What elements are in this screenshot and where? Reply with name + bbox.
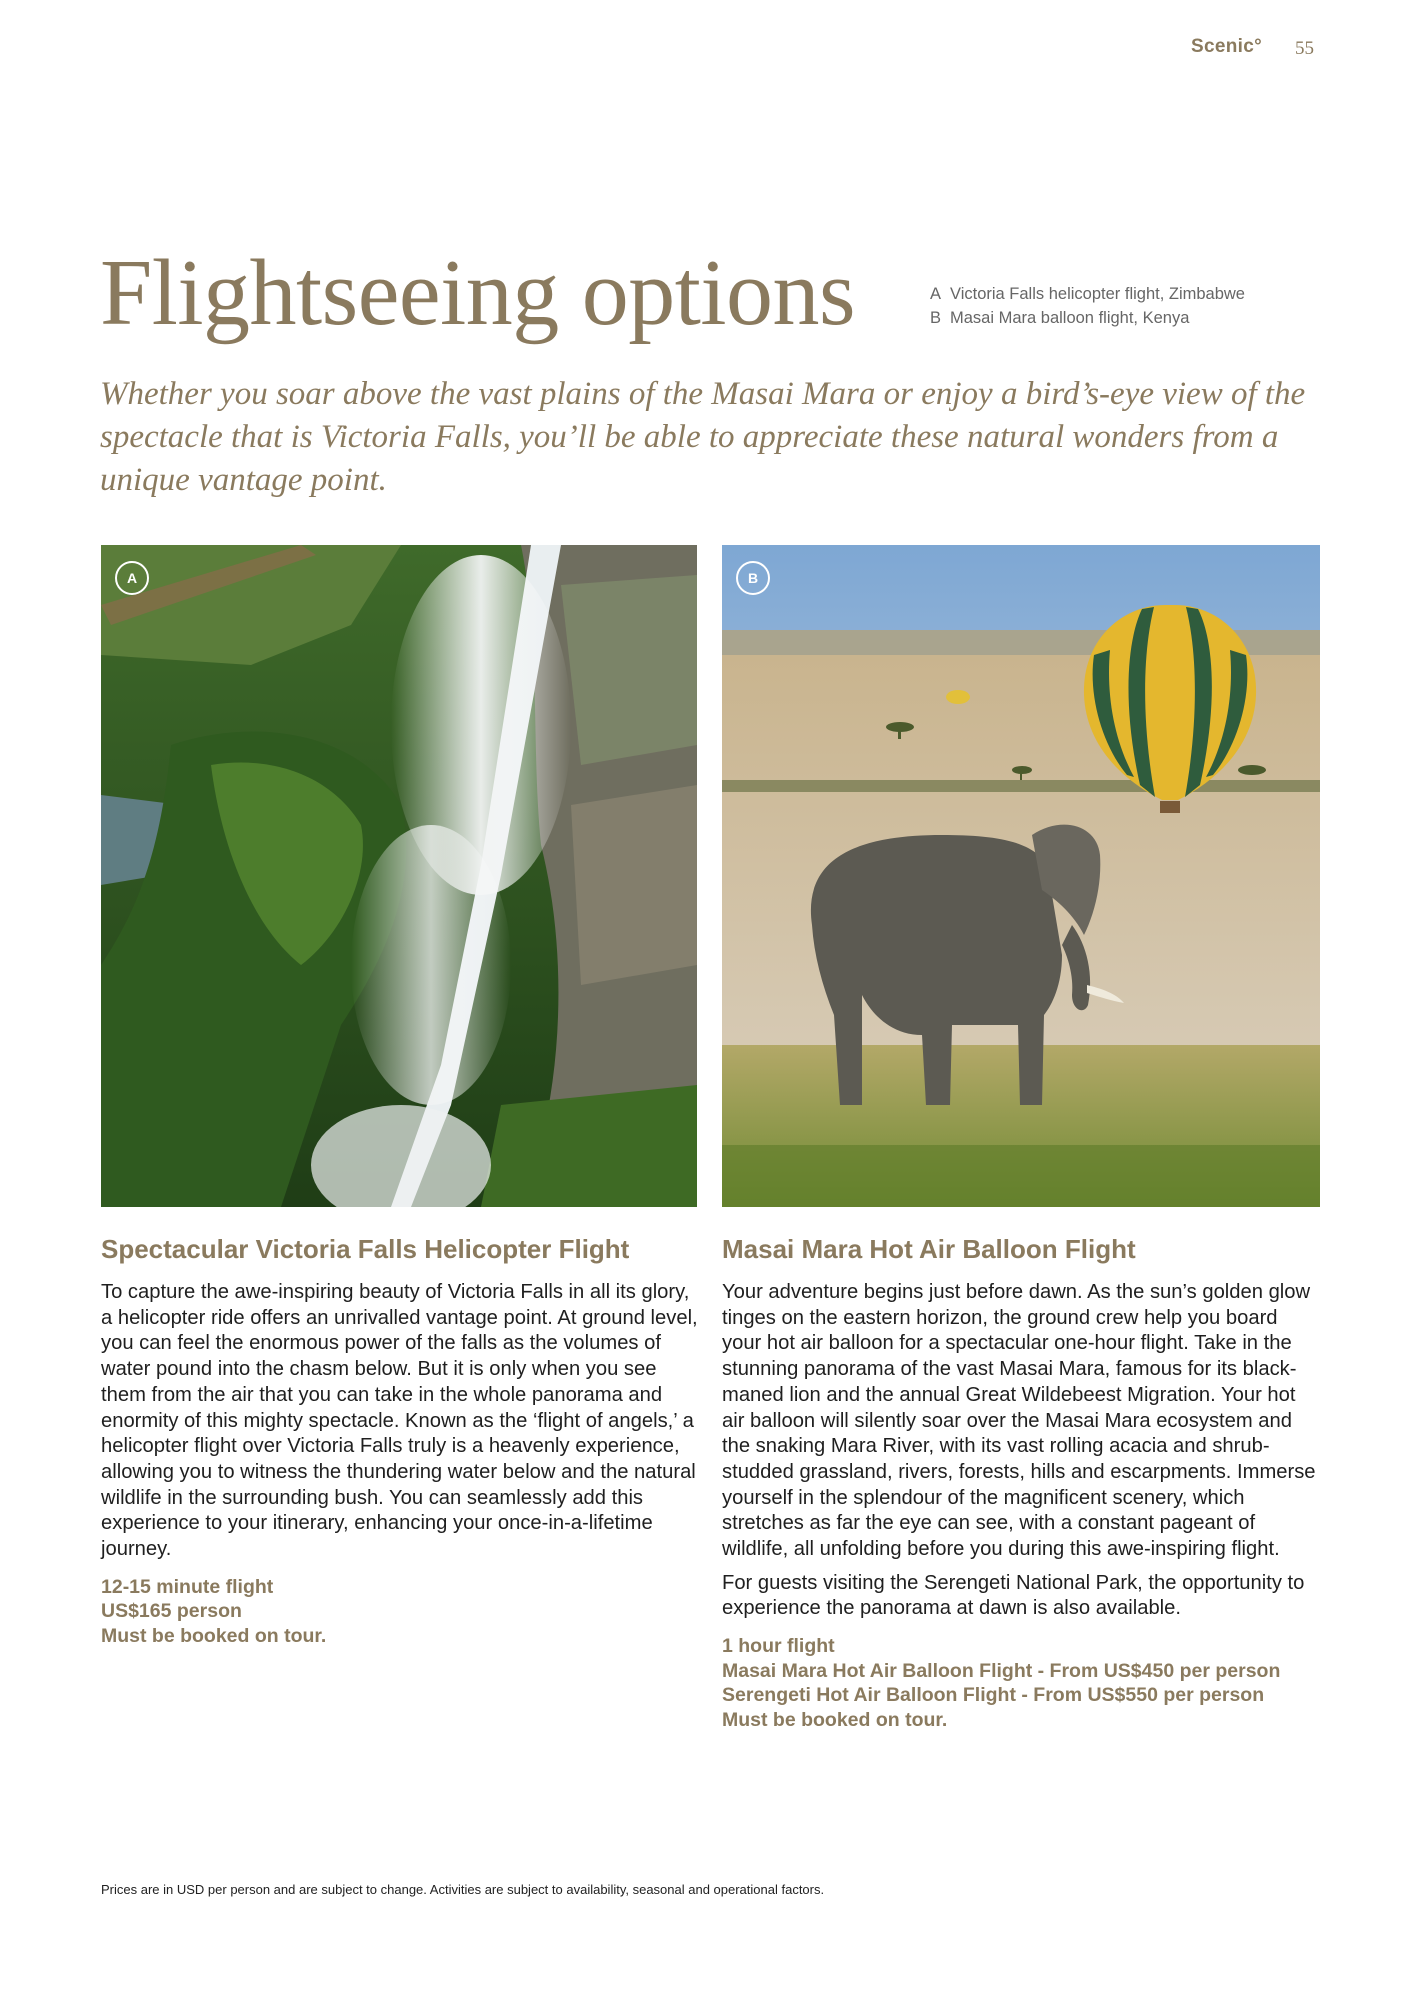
- masai-mara-photo: [722, 545, 1320, 1207]
- masai-body: Your adventure begins just before dawn. As the sun’s golden glow tinges on the eastern horizon, the ground crew help you board your hot air balloon for a spectacular one-hour flight. Take in the stunning panorama of the vast Masai Mara, famous for its black-maned lion and the annual Great Wildebeest Migration. Your hot air balloon will silently soar over the Masai Mara ecosystem and the snaking Mara River, with its vast rolling acacia and shrub-studded grassland, rivers, forests, hills and escarpments. Immerse yourself in the splendour of the magnificent scenery, which stretches as far the eye can see, with a constant pageant of wildlife, all unfolding before you during this awe-inspiring flight.: [722, 1281, 1316, 1561]
- caption-a-text: Victoria Falls helicopter flight, Zimbabwe: [950, 285, 1245, 303]
- price-footnote: Prices are in USD per person and are subject to change. Activities are subject to availability, seasonal and operational factors.: [101, 1882, 825, 1897]
- serengeti-price: Serengeti Hot Air Balloon Flight - From US$550 per person: [722, 1684, 1265, 1707]
- masai-mara-illustration: [722, 545, 1320, 1207]
- victoria-body: To capture the awe-inspiring beauty of Victoria Falls in all its glory, a helicopter ride offers an unrivalled vantage point. At ground level, you can feel the enormous power of the falls as the volumes of water pound into the chasm below. But it is only when you see them from the air that you can take in the whole panorama and enormity of this mighty spectacle. Known as the ‘flight of angels,’ a helicopter flight over Victoria Falls truly is a heavenly experience, allowing you to witness the thundering water below and the natural wildlife in the surrounding bush. You can seamlessly add this experience to your itinerary, enhancing your once-in-a-lifetime journey.: [101, 1281, 698, 1561]
- masai-heading: Masai Mara Hot Air Balloon Flight: [722, 1234, 1136, 1264]
- victoria-falls-photo: [101, 545, 697, 1207]
- caption-a-letter: A: [930, 285, 942, 303]
- masai-duration: 1 hour flight: [722, 1635, 835, 1658]
- victoria-heading: Spectacular Victoria Falls Helicopter Flight: [101, 1234, 630, 1264]
- victoria-details: [101, 1575, 701, 1649]
- victoria-falls-illustration: [101, 545, 697, 1207]
- masai-mara-section: [722, 1232, 1322, 1732]
- caption-a: [930, 282, 1245, 306]
- photo-captions: [930, 282, 1245, 330]
- victoria-duration: 12-15 minute flight: [101, 1575, 274, 1598]
- page-number: 55: [1295, 38, 1314, 59]
- masai-body-serengeti: For guests visiting the Serengeti National Park, the opportunity to experience the panorama at dawn is also available.: [722, 1571, 1305, 1620]
- intro-paragraph: Whether you soar above the vast plains of the Masai Mara or enjoy a bird’s-eye view of the spectacle that is Victoria Falls, you’ll be able to appreciate these natural wonders from a unique vantage point.: [100, 376, 1306, 498]
- victoria-price: US$165 person: [101, 1600, 242, 1623]
- caption-b-letter: B: [930, 309, 942, 327]
- masai-details: [722, 1634, 1322, 1732]
- caption-b: [930, 306, 1245, 330]
- masai-booking-note: Must be booked on tour.: [722, 1708, 948, 1731]
- photo-a-badge: A: [115, 561, 149, 595]
- brand-logo: Scenic°: [1191, 36, 1262, 57]
- masai-price: Masai Mara Hot Air Balloon Flight - From US$450 per person: [722, 1659, 1281, 1682]
- photo-b-badge: B: [736, 561, 770, 595]
- victoria-booking-note: Must be booked on tour.: [101, 1624, 327, 1647]
- victoria-falls-section: [101, 1232, 701, 1648]
- page-title: Flightseeing options: [100, 241, 856, 345]
- caption-b-text: Masai Mara balloon flight, Kenya: [950, 309, 1190, 327]
